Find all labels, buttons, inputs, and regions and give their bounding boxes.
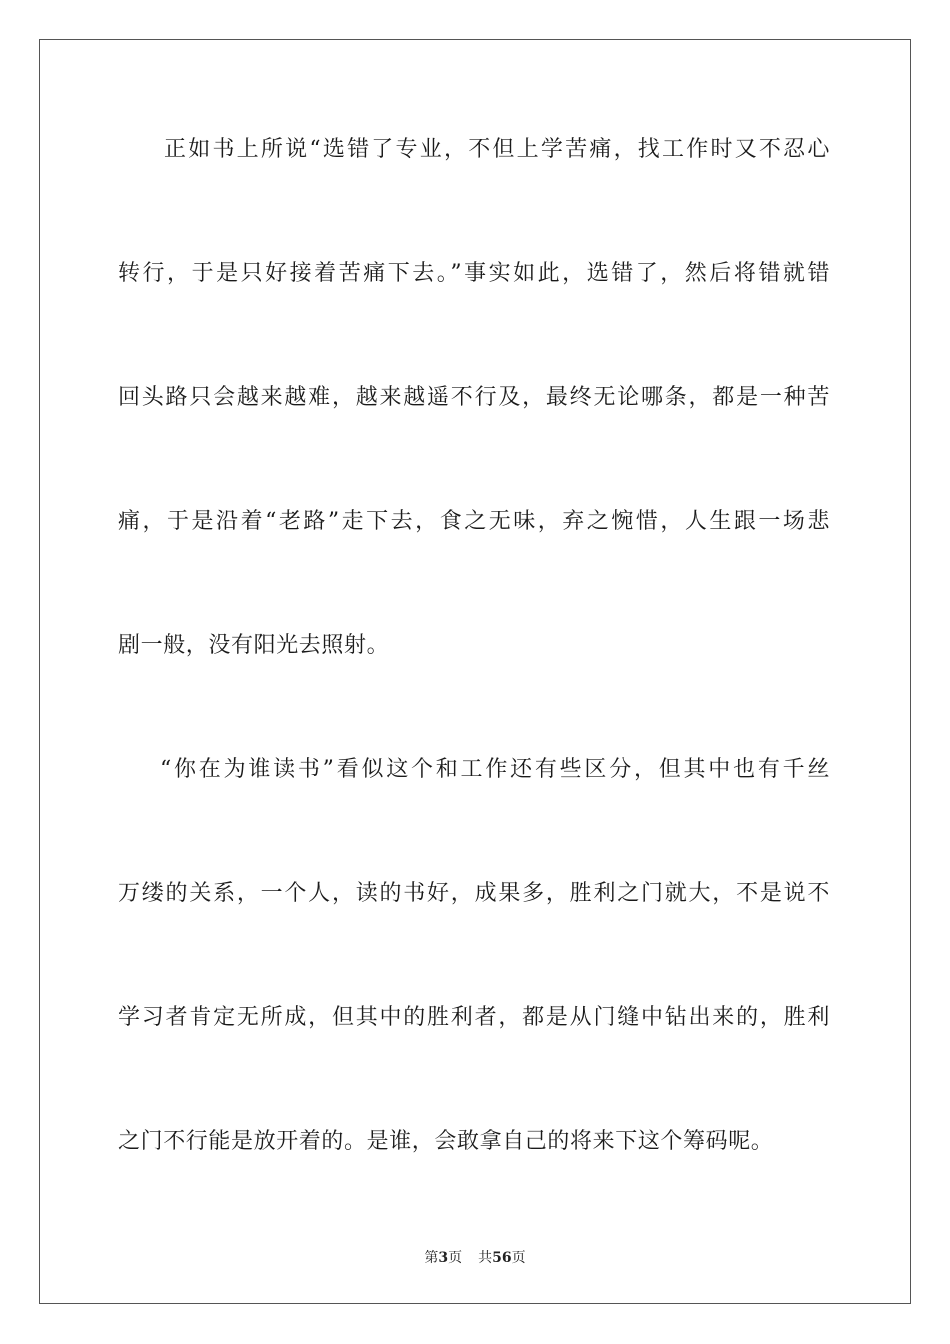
text-line: 转行，于是只好接着苦痛下去。”事实如此，选错了，然后将错就错 <box>118 261 830 286</box>
total-suffix: 页 <box>511 1250 526 1266</box>
page-number: 3 <box>438 1250 449 1266</box>
text-line: 正如书上所说“选错了专业，不但上学苦痛，找工作时又不忍心 <box>164 137 830 162</box>
text-line: 痛，于是沿着“老路”走下去，食之无味，弃之惋惜，人生跟一场悲 <box>118 509 830 534</box>
text-line: 万缕的关系，一个人，读的书好，成果多，胜利之门就大，不是说不 <box>118 881 830 906</box>
page-suffix: 页 <box>448 1250 463 1266</box>
total-pages: 56 <box>492 1250 512 1266</box>
page-prefix: 第 <box>424 1250 439 1266</box>
text-line: 剧一般，没有阳光去照射。 <box>118 633 390 658</box>
text-line: 之门不行能是放开着的。是谁，会敢拿自己的将来下这个筹码呢。 <box>118 1129 774 1154</box>
page-footer <box>0 1249 950 1267</box>
text-line: “你在为谁读书”看似这个和工作还有些区分，但其中也有千丝 <box>160 757 830 782</box>
page-border <box>39 39 911 1304</box>
text-line: 回头路只会越来越难，越来越遥不行及，最终无论哪条，都是一种苦 <box>118 385 830 410</box>
text-line: 学习者肯定无所成，但其中的胜利者，都是从门缝中钻出来的，胜利 <box>118 1005 830 1030</box>
total-prefix: 共 <box>478 1250 493 1266</box>
